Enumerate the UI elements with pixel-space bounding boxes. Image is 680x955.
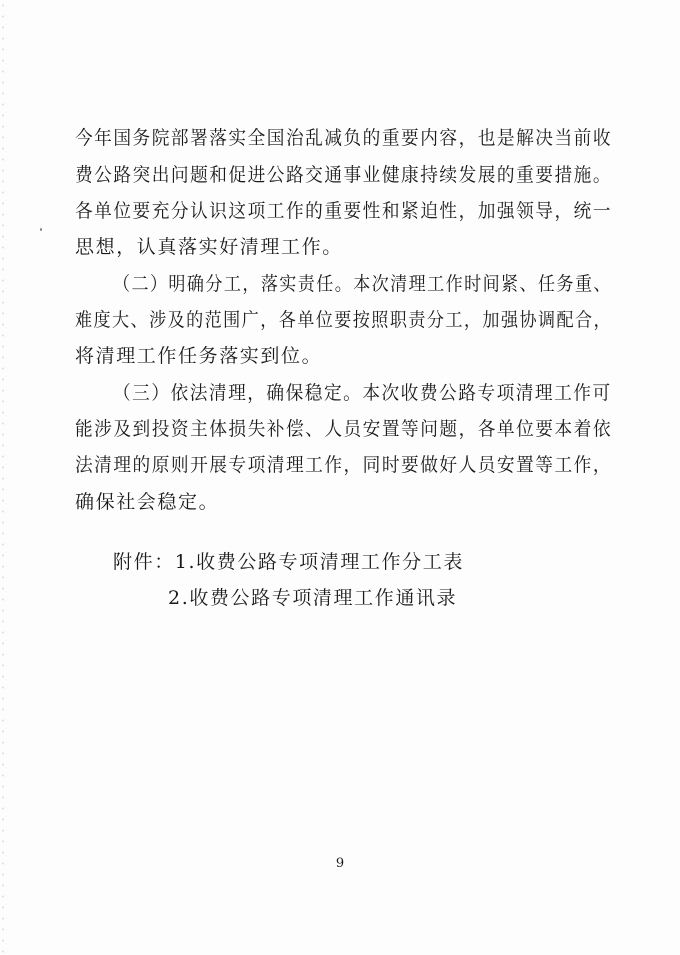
section-two-heading-line: （二）明确分工，落实责任。本次清理工作时间紧、任务重、 <box>113 273 612 295</box>
attachment-line-1: 附件：1.收费公路专项清理工作分工表 <box>113 551 464 573</box>
body-text-line-11: 确保社会稳定。 <box>75 491 220 513</box>
section-three-heading-line: （三）依法清理，确保稳定。本次收费公路专项清理工作可 <box>113 382 612 404</box>
body-text-line-1: 今年国务院部署落实全国治乱减负的重要内容，也是解决当前收 <box>75 127 613 149</box>
page-number: 9 <box>335 856 345 871</box>
attachment-line-2: 2.收费公路专项清理工作通讯录 <box>168 587 458 609</box>
scan-edge-marks <box>0 0 6 955</box>
body-text-line-9: 能涉及到投资主体损失补偿、人员安置等问题，各单位要本着依 <box>75 418 613 440</box>
scan-speck <box>40 228 42 231</box>
body-text-line-4: 思想，认真落实好清理工作。 <box>75 236 343 258</box>
body-text-line-2: 费公路突出问题和促进公路交通事业健康持续发展的重要措施。 <box>75 164 613 186</box>
body-text-line-3: 各单位要充分认识这项工作的重要性和紧迫性，加强领导，统一 <box>75 200 613 222</box>
body-text-line-7: 将清理工作任务落实到位。 <box>75 345 323 367</box>
body-text-line-10: 法清理的原则开展专项清理工作，同时要做好人员安置等工作， <box>75 454 613 476</box>
body-text-line-6: 难度大、涉及的范围广，各单位要按照职责分工，加强协调配合， <box>75 309 613 331</box>
